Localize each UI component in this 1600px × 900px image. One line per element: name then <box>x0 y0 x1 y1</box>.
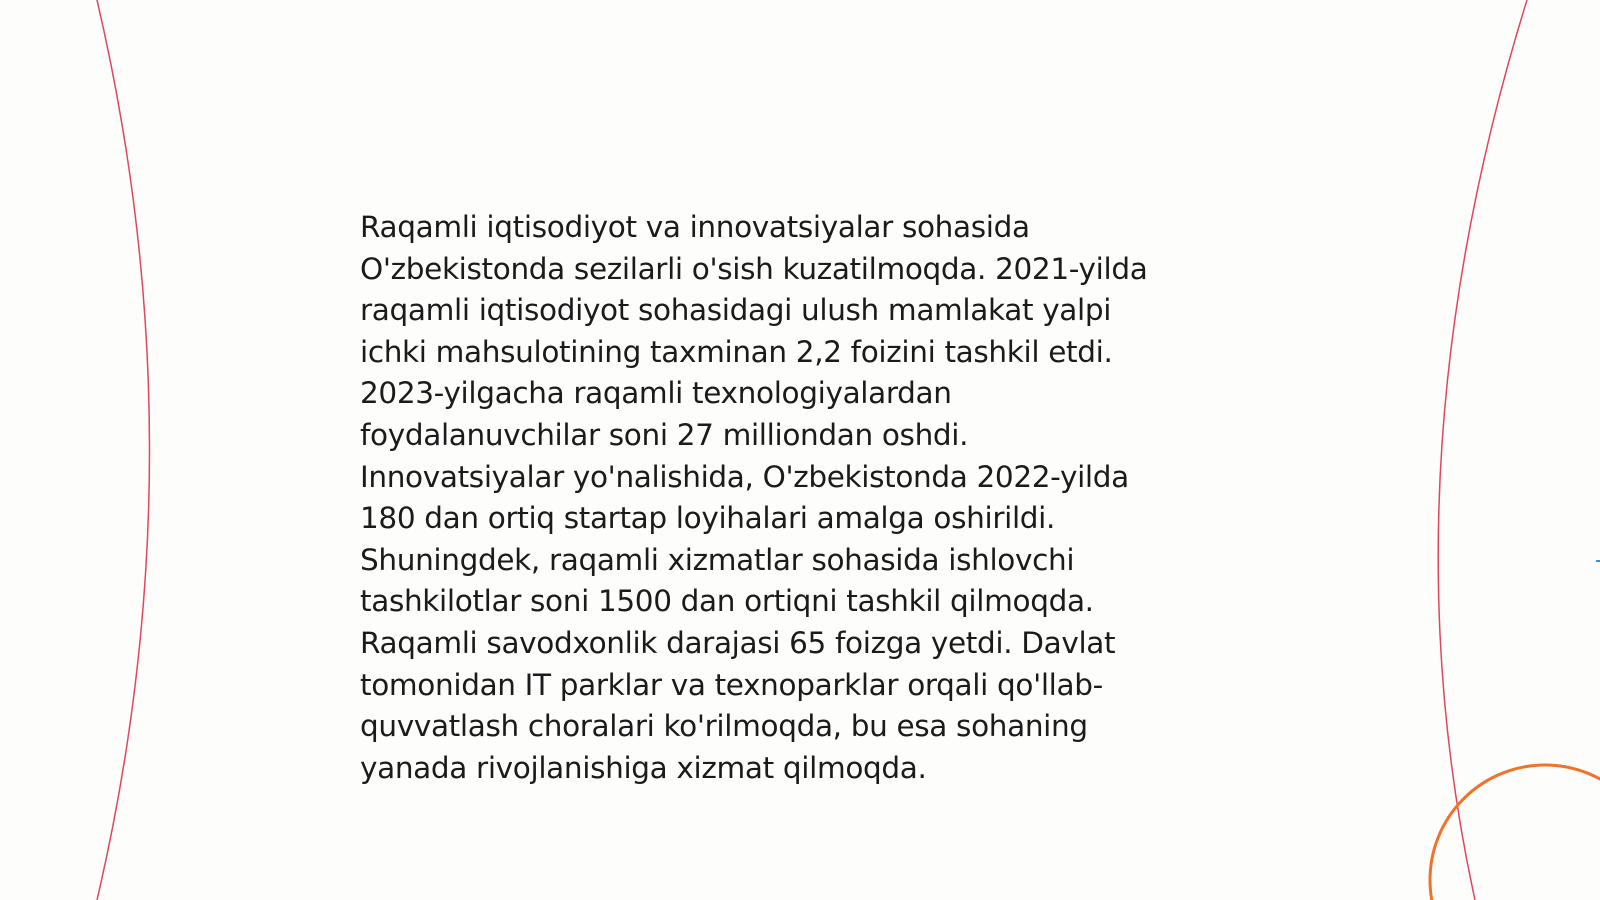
text-line: tomonidan IT parklar va texnoparklar orqali qo'llab- <box>360 667 1103 702</box>
text-line: O'zbekistonda sezilarli o'sish kuzatilmoqda. 2021-yilda <box>360 251 1148 286</box>
text-line: ichki mahsulotining taxminan 2,2 foizini tashkil etdi. <box>360 334 1113 369</box>
text-line: 2023-yilgacha raqamli texnologiyalardan <box>360 376 952 411</box>
text-line: Raqamli iqtisodiyot va innovatsiyalar sohasida <box>360 210 1030 244</box>
accent-circle <box>1430 765 1600 900</box>
text-line: Innovatsiyalar yo'nalishida, O'zbekistonda 2022-yilda <box>360 459 1129 494</box>
text-line: 180 dan ortiq startap loyihalari amalga oshirildi. <box>360 501 1056 536</box>
text-line: tashkilotlar soni 1500 dan ortiqni tashkil qilmoqda. <box>360 584 1094 619</box>
text-line: raqamli iqtisodiyot sohasidagi ulush mamlakat yalpi <box>360 293 1112 328</box>
text-line: Shuningdek, raqamli xizmatlar sohasida ishlovchi <box>360 542 1075 577</box>
text-line: yanada rivojlanishiga xizmat qilmoqda. <box>360 750 927 785</box>
right-curve-line <box>1438 0 1527 900</box>
text-line: Raqamli savodxonlik darajasi 65 foizga yetdi. Davlat <box>360 625 1116 660</box>
left-curve-line <box>97 0 150 900</box>
slide-body-text <box>360 207 1260 789</box>
text-line: quvvatlash choralari ko'rilmoqda, bu esa sohaning <box>360 709 1088 744</box>
text-line: foydalanuvchilar soni 27 milliondan oshdi. <box>360 417 969 452</box>
